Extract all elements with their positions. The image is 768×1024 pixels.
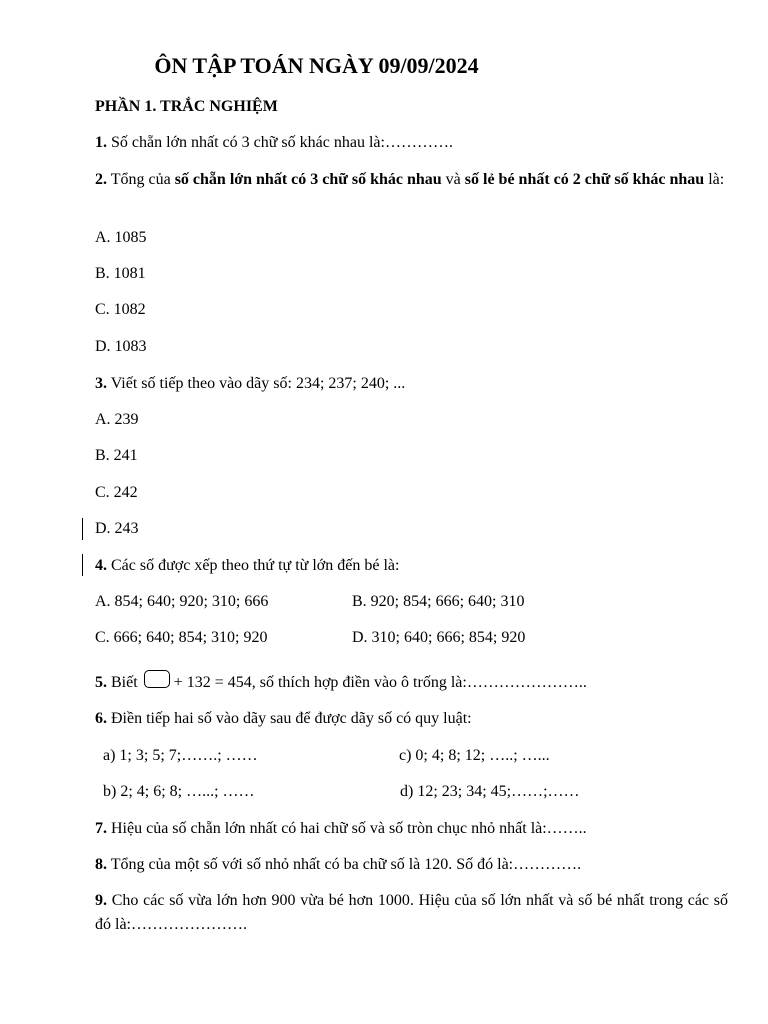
question-number: 5. — [95, 674, 107, 691]
question-number: 6. — [95, 710, 107, 727]
question-number: 9. — [95, 892, 107, 909]
question-number: 4. — [95, 557, 107, 574]
option-d: D. 243 — [95, 520, 139, 537]
question-2 — [95, 168, 728, 192]
option-a: A. 1085 — [95, 229, 147, 246]
answer-box-icon — [144, 670, 170, 688]
option-c: C. 242 — [95, 484, 138, 501]
option-b: B. 241 — [95, 447, 138, 464]
question-number: 8. — [95, 856, 107, 873]
question-7 — [95, 817, 587, 841]
option-a: A. 239 — [95, 411, 139, 428]
question-number: 7. — [95, 820, 107, 837]
question-text: Điền tiếp hai số vào dãy sau để được dãy số có quy luật: — [107, 710, 472, 727]
option-d: D. 310; 640; 666; 854; 920 — [352, 629, 526, 646]
sequence-d: d) 12; 23; 34; 45;……;…… — [400, 783, 580, 800]
question-text: và — [441, 171, 465, 188]
option-c: C. 1082 — [95, 301, 146, 318]
question-number: 3. — [95, 375, 107, 392]
question-1 — [95, 131, 453, 155]
sequence-a: a) 1; 3; 5; 7;…….; …… — [103, 747, 258, 764]
question-text: Số chẵn lớn nhất có 3 chữ số khác nhau là:…………. — [107, 134, 453, 151]
question-number: 2. — [95, 171, 107, 188]
question-text: Hiệu của số chẵn lớn nhất có hai chữ số và số tròn chục nhỏ nhất là:…….. — [107, 820, 587, 837]
question-text: Tổng của — [107, 171, 175, 188]
question-number: 1. — [95, 134, 107, 151]
text-cursor-mark — [82, 518, 83, 540]
question-text: Cho các số vừa lớn hơn 900 vừa bé hơn 1000. Hiệu của số lớn nhất và số bé nhất trong các số đó là:…………………. — [95, 892, 728, 933]
option-c: C. 666; 640; 854; 310; 920 — [95, 629, 268, 646]
question-4 — [95, 554, 399, 578]
question-text: là: — [704, 171, 725, 188]
question-emphasis: số chẵn lớn nhất có 3 chữ số khác nhau — [174, 171, 442, 188]
section-heading: PHẦN 1. TRẮC NGHIỆM — [95, 98, 278, 115]
question-emphasis: số lẻ bé nhất có 2 chữ số khác nhau — [464, 171, 705, 188]
question-text: Các số được xếp theo thứ tự từ lớn đến bé là: — [107, 557, 400, 574]
document-title: ÔN TẬP TOÁN NGÀY 09/09/2024 — [154, 53, 479, 78]
sequence-b: b) 2; 4; 6; 8; …...; …… — [103, 783, 255, 800]
question-9 — [95, 889, 728, 937]
option-d: D. 1083 — [95, 338, 147, 355]
question-5 — [95, 670, 587, 695]
question-text: + 132 = 454, số thích hợp điền vào ô trống là:………………….. — [173, 674, 587, 691]
question-text: Viết số tiếp theo vào dãy số: 234; 237; 240; ... — [107, 375, 406, 392]
question-text: Tổng của một số với số nhỏ nhất có ba chữ số là 120. Số đó là:…………. — [107, 856, 582, 873]
question-8 — [95, 853, 581, 877]
option-b: B. 1081 — [95, 265, 146, 282]
sequence-c: c) 0; 4; 8; 12; …..; …... — [399, 747, 550, 764]
question-6 — [95, 707, 472, 731]
option-a: A. 854; 640; 920; 310; 666 — [95, 593, 269, 610]
option-b: B. 920; 854; 666; 640; 310 — [352, 593, 525, 610]
question-text: Biết — [107, 674, 142, 691]
question-3 — [95, 372, 405, 396]
text-cursor-mark — [82, 554, 83, 576]
